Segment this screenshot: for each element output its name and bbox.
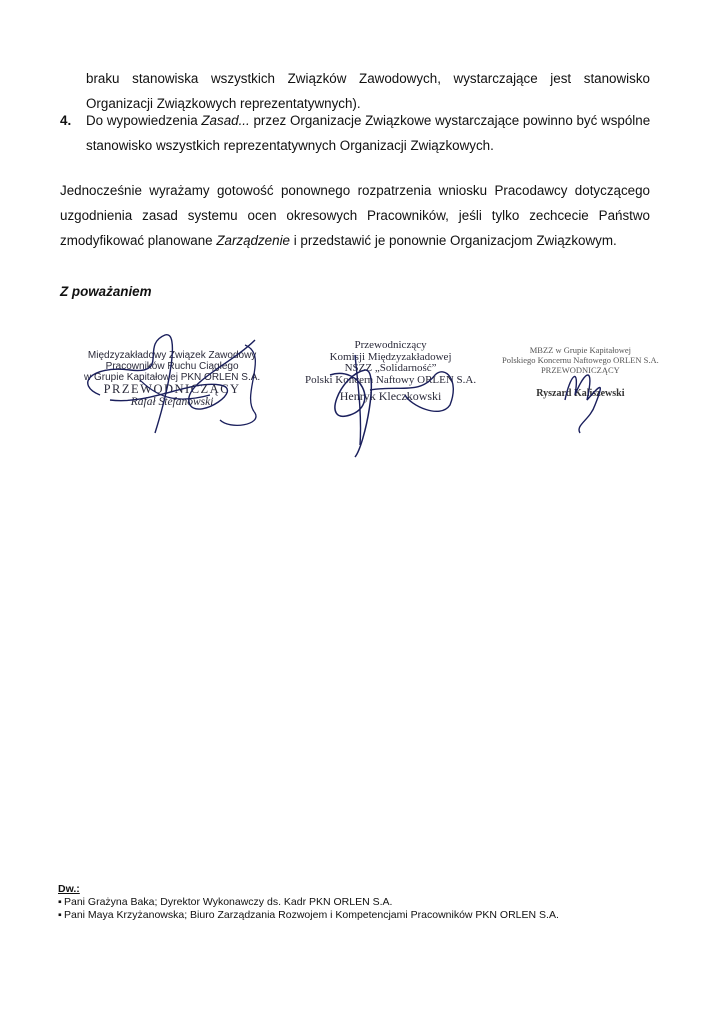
stamp-1-line-2: Pracowników Ruchu Ciągłego [105,361,239,372]
bullet-icon: ▪ [58,909,62,921]
stamp-1-line-3: w Grupie Kapitałowej PKN ORLEN S.A. [84,372,261,383]
list-item-4-prefix: Do wypowiedzenia [86,113,202,128]
stamp-2-line-1: Przewodniczący [354,339,427,351]
stamp-1-line-1: Międzyzakładowy Związek Zawodowy [87,350,257,361]
stamp-2-name: Henryk Kleczkowski [339,389,442,403]
paragraph-line-3 [60,228,650,253]
list-item-4-line-1 [86,108,650,133]
distribution-item-text: Pani Maya Krzyżanowska; Biuro Zarządzania Rozwojem i Kompetencjami Pracowników PKN ORLEN S.A. [64,909,559,921]
list-item-4-number: 4. [60,113,72,128]
list-item-4 [86,108,650,158]
stamp-1-name: Rafał Stefanowski [130,396,214,408]
list-item-3-line-1: braku stanowiska wszystkich Związków Zawodowych, wystarczające jest stanowisko [86,71,650,86]
stamp-3-line-1: MBZZ w Grupie Kapitałowej [529,345,632,355]
paragraph-line-2: uzgodnienia zasad systemu ocen okresowych Pracowników, jeśli tylko zechcecie Państwo [60,208,650,223]
distribution-item-text: Pani Grażyna Baka; Dyrektor Wykonawczy ds. Kadr PKN ORLEN S.A. [64,896,393,908]
paragraph-line-1: Jednocześnie wyrażamy gotowość ponownego rozpatrzenia wniosku Pracodawcy dotyczącego [60,183,650,198]
list-item-3-line-2: Organizacji Związkowych reprezentatywnych). [86,96,361,111]
paragraph-line-3-italic: Zarządzenie [216,233,291,248]
list-item-4-line-2: stanowisko wszystkich reprezentatywnych Organizacji Związkowych. [86,138,494,153]
stamp-1-title: PRZEWODNICZĄCY [103,382,241,396]
stamp-solidarnosc [305,340,476,403]
stamp-mbzz [502,345,659,399]
list-item [58,896,559,909]
stamp-3-line-2: Polskiego Koncernu Naftowego ORLEN S.A. [502,355,659,365]
stamp-mzz-prc [84,350,260,408]
paragraph-line-3-prefix: zmodyfikować planowane [60,233,217,248]
paragraph-line-3-suffix: i przedstawić je ponownie Organizacjom Związkowym. [290,233,617,248]
closing-salutation: Z poważaniem [60,284,152,299]
list-item [58,909,559,922]
stamp-2-line-3: NSZZ „Solidarność” [344,362,437,374]
distribution-label: Dw.: [58,883,80,895]
bullet-icon: ▪ [58,896,62,908]
list-item-4-italic: Zasad... [201,113,250,128]
list-item-4-suffix: przez Organizacje Związkowe wystarczające powinno być wspólne [249,113,651,128]
main-paragraph [60,178,650,253]
distribution-list [58,883,559,922]
stamp-2-line-4: Polski Koncern Naftowy ORLEN S.A. [305,373,477,386]
stamp-3-name: Ryszard Kaliszewski [536,388,625,399]
stamp-2-line-2: Komisji Międzyzakładowej [329,350,452,363]
stamp-3-line-3: PRZEWODNICZĄCY [540,365,620,375]
